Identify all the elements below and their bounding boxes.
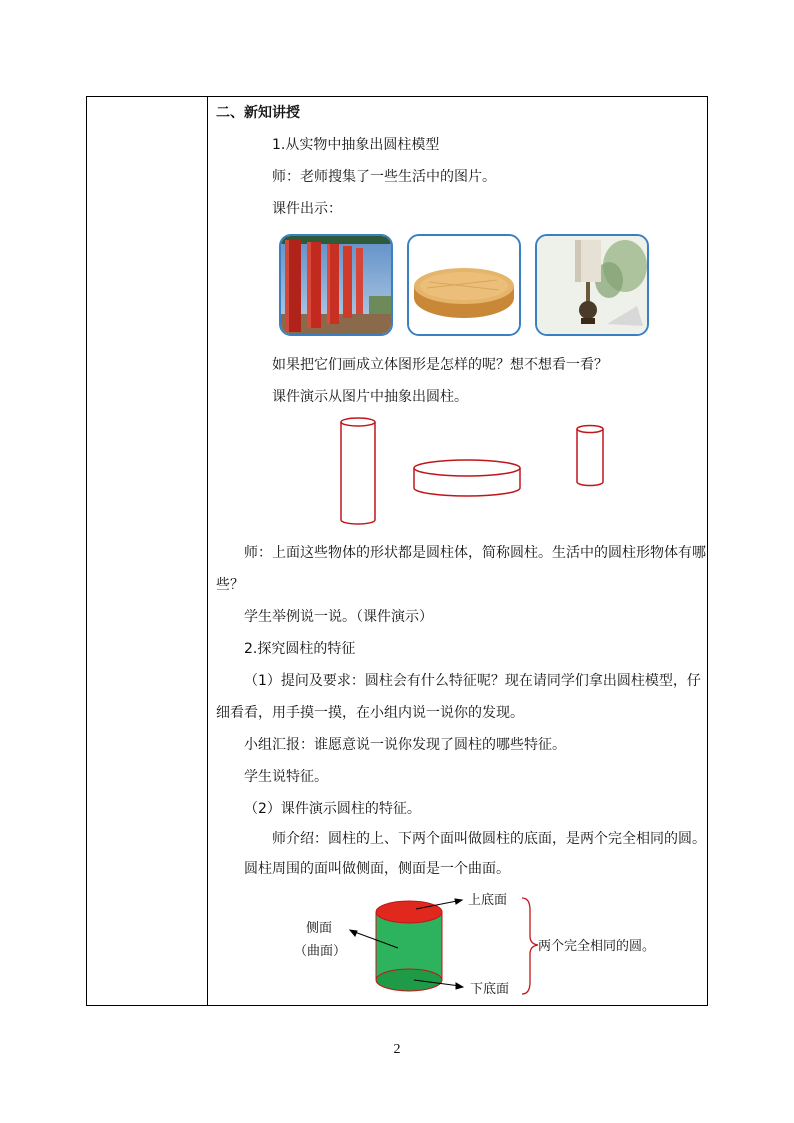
bottom-base-label: 下底面 bbox=[470, 982, 510, 997]
red-pillars-photo-icon bbox=[279, 234, 393, 336]
column-divider bbox=[207, 97, 208, 1005]
teacher-summary-line: 师：上面这些物体的形状都是圆柱体，简称圆柱。生活中的圆柱形物体有哪 bbox=[244, 545, 706, 561]
question-requirement-line: （1）提问及要求：圆柱会有什么特征呢？现在请同学们拿出圆柱模型，仔 bbox=[244, 673, 701, 689]
teacher-line-1: 师：老师搜集了一些生活中的图片。 bbox=[272, 169, 496, 185]
question-line: 如果把它们画成立体图形是怎样的呢？想不想看一看？ bbox=[272, 357, 608, 373]
student-examples-line: 学生举例说一说。（课件演示） bbox=[244, 609, 433, 625]
section-title: 二、新知讲授 bbox=[216, 105, 300, 121]
curved-surface-label: （曲面） bbox=[294, 944, 347, 959]
lamp-photo-icon bbox=[535, 234, 649, 336]
step-1-heading: 1.从实物中抽象出圆柱模型 bbox=[272, 137, 440, 153]
step-2-heading: 2.探究圆柱的特征 bbox=[244, 641, 356, 657]
courseware-features-line: （2）课件演示圆柱的特征。 bbox=[244, 801, 421, 817]
courseware-label: 课件出示： bbox=[272, 201, 342, 217]
side-face-label: 侧面 bbox=[306, 921, 333, 936]
group-report-line: 小组汇报：谁愿意说一说你发现了圆柱的哪些特征。 bbox=[244, 737, 566, 753]
page-number: 2 bbox=[393, 1042, 401, 1057]
round-board-photo-icon bbox=[407, 234, 521, 336]
two-identical-circles-label: 两个完全相同的圆。 bbox=[538, 939, 656, 954]
teacher-summary-line-cont: 些？ bbox=[216, 577, 244, 593]
top-base-label: 上底面 bbox=[468, 893, 508, 908]
abstract-cylinders-drawing bbox=[330, 412, 630, 532]
demo-line: 课件演示从图片中抽象出圆柱。 bbox=[272, 389, 468, 405]
teacher-intro-line-cont: 圆柱周围的面叫做侧面，侧面是一个曲面。 bbox=[244, 861, 510, 877]
students-features-line: 学生说特征。 bbox=[244, 769, 328, 785]
teacher-intro-line: 师介绍：圆柱的上、下两个面叫做圆柱的底面，是两个完全相同的圆。 bbox=[272, 831, 706, 847]
question-requirement-line-cont: 细看看，用手摸一摸，在小组内说一说你的发现。 bbox=[216, 705, 524, 721]
